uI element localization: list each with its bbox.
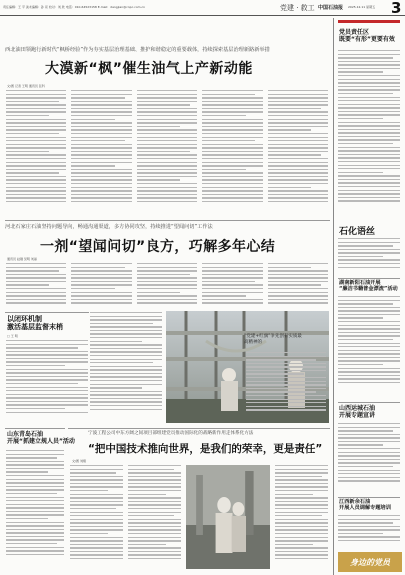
- sidebar-item1-headline: [339, 281, 398, 293]
- article2-kicker: 河北石家庄石油坚持问题导向，畅通沟通渠道，多方协同攻坚，持续推进“望闻问切”工作法: [5, 224, 213, 230]
- article3-column: [70, 465, 123, 571]
- article2-byline: 通讯员 赵刚 吴明 刘丽: [7, 257, 37, 261]
- paper-name: 中国石油报: [318, 5, 344, 11]
- article1-headline: 大漠新“枫”催生油气上产新动能: [45, 61, 253, 77]
- feature-left-body-2: [90, 312, 162, 424]
- article2-column: [268, 263, 328, 311]
- article2-headline: 一剂“望闻问切”良方，巧解多年心结: [40, 239, 276, 255]
- article3-kicker: 宁波工程公司中东方阔之间项目部组建党员推动国际化的战略新作用走体系化方法: [88, 431, 254, 436]
- sidebar-column: [338, 296, 400, 398]
- article3-photo: [186, 465, 271, 569]
- sidebar-item2-body: [338, 423, 400, 493]
- feature-left-headline: [7, 315, 63, 331]
- sidebar-border: [333, 18, 334, 575]
- page-number: 3: [391, 0, 402, 17]
- sidebar-top-headline-line1: 党员责任区: [339, 29, 370, 36]
- header-info: 责任编辑：王 平 美术编辑：孙 亮 校对：刘 欣 电话：010-64523158 E-mail：dangjian@cnpc.com.cn: [3, 5, 146, 9]
- article2-column: [71, 263, 131, 311]
- article3-byline: 文/图 刘翔: [72, 459, 86, 463]
- article3-body: [70, 465, 328, 571]
- article1-column: [137, 90, 197, 216]
- feature-divider: [5, 312, 89, 313]
- article2-column: [6, 263, 66, 311]
- section-divider: [5, 220, 330, 221]
- sidebar-banner: [338, 552, 402, 572]
- sidebar-item1-line1: 湖南新阳石油开展: [339, 280, 381, 286]
- sidebar-item3-body: [338, 515, 400, 550]
- sidebar-item3-headline: [339, 500, 391, 512]
- feature-left-column: [6, 340, 88, 424]
- feature2-divider: [5, 428, 65, 429]
- column-logo: 石化语丝: [339, 227, 376, 237]
- article3-photo-column: [186, 465, 271, 571]
- sidebar-item1-line2: “廉洁书籍普金漂流”活动: [339, 285, 398, 292]
- sidebar-item2-line1: 山西运城石油: [339, 405, 376, 412]
- article1-byline: 文/图 记者 王明 通讯员 张科: [7, 84, 45, 88]
- article1-column: [71, 90, 131, 216]
- sidebar-item3-line2: 开展人员调解专题培训: [339, 504, 391, 511]
- sidebar-column: [338, 238, 400, 274]
- issue-date: 2025.12.11 星期五: [348, 5, 376, 9]
- sidebar-item2-line2: 开展专题宣讲: [339, 411, 376, 419]
- article1-column: [202, 90, 262, 216]
- article1-body: [6, 90, 328, 216]
- feature-left2-column: [6, 450, 64, 570]
- column-logo-body: [338, 238, 400, 274]
- article2-body: [6, 263, 328, 311]
- article2-sidebar-text: [246, 352, 326, 424]
- feature-left-headline-line2: 激活基层监督末梢: [7, 323, 63, 332]
- feature-left2-body: [6, 450, 64, 570]
- header-rule: [0, 15, 405, 16]
- section-title: 党建 · 救工: [280, 4, 315, 12]
- sidebar-divider: [338, 278, 400, 279]
- sidebar-item3-line1: 江西新余石油: [339, 499, 371, 505]
- article1-column: [268, 90, 328, 216]
- feature-left2-headline: [7, 432, 75, 446]
- article3-column: [275, 465, 328, 571]
- sidebar-divider: [338, 402, 400, 403]
- sidebar-column: [338, 50, 400, 215]
- article3-divider: [68, 428, 330, 429]
- sidebar-column: [338, 515, 400, 550]
- article1-column: [6, 90, 66, 216]
- feature-left-body: [6, 340, 88, 424]
- article2-column: [202, 263, 262, 311]
- feature-left-headline-line1: 以闭环机制: [7, 315, 42, 323]
- sidebar-top-body: [338, 50, 400, 215]
- sidebar-divider: [338, 497, 400, 498]
- sidebar-top-accent: [338, 20, 400, 23]
- article3-column: [128, 465, 181, 571]
- article2-column: [137, 263, 197, 311]
- photo-caption: “党建+红旗”争先创有实质最高精神的: [244, 334, 302, 345]
- article2-column: [246, 352, 326, 424]
- feature-left-byline: □ 王 明: [7, 334, 18, 338]
- feature-left2-headline-line2: 开展“抓建立规人员”活动: [7, 437, 75, 445]
- sidebar-top-headline: [339, 30, 395, 44]
- sidebar-item1-body: [338, 296, 400, 398]
- sidebar-column: [338, 423, 400, 493]
- article3-headline: “把中国技术推向世界，是我们的荣幸，更是责任”: [88, 443, 323, 455]
- article1-kicker: 西北油田领跑行新时代“枫桥经验”作为夯实基层治理基础、推护和谐稳定的重要载体，持续探索基层治理新路新举措: [5, 47, 270, 53]
- feature-left-column: [90, 312, 162, 424]
- feature-left2-headline-line1: 山东青岛石油: [7, 431, 44, 438]
- sidebar-top-headline-line2: 既要“有形”更要有效: [339, 35, 395, 43]
- sidebar-item2-headline: [339, 406, 375, 420]
- sidebar-banner-text: 身边的党员: [350, 557, 390, 567]
